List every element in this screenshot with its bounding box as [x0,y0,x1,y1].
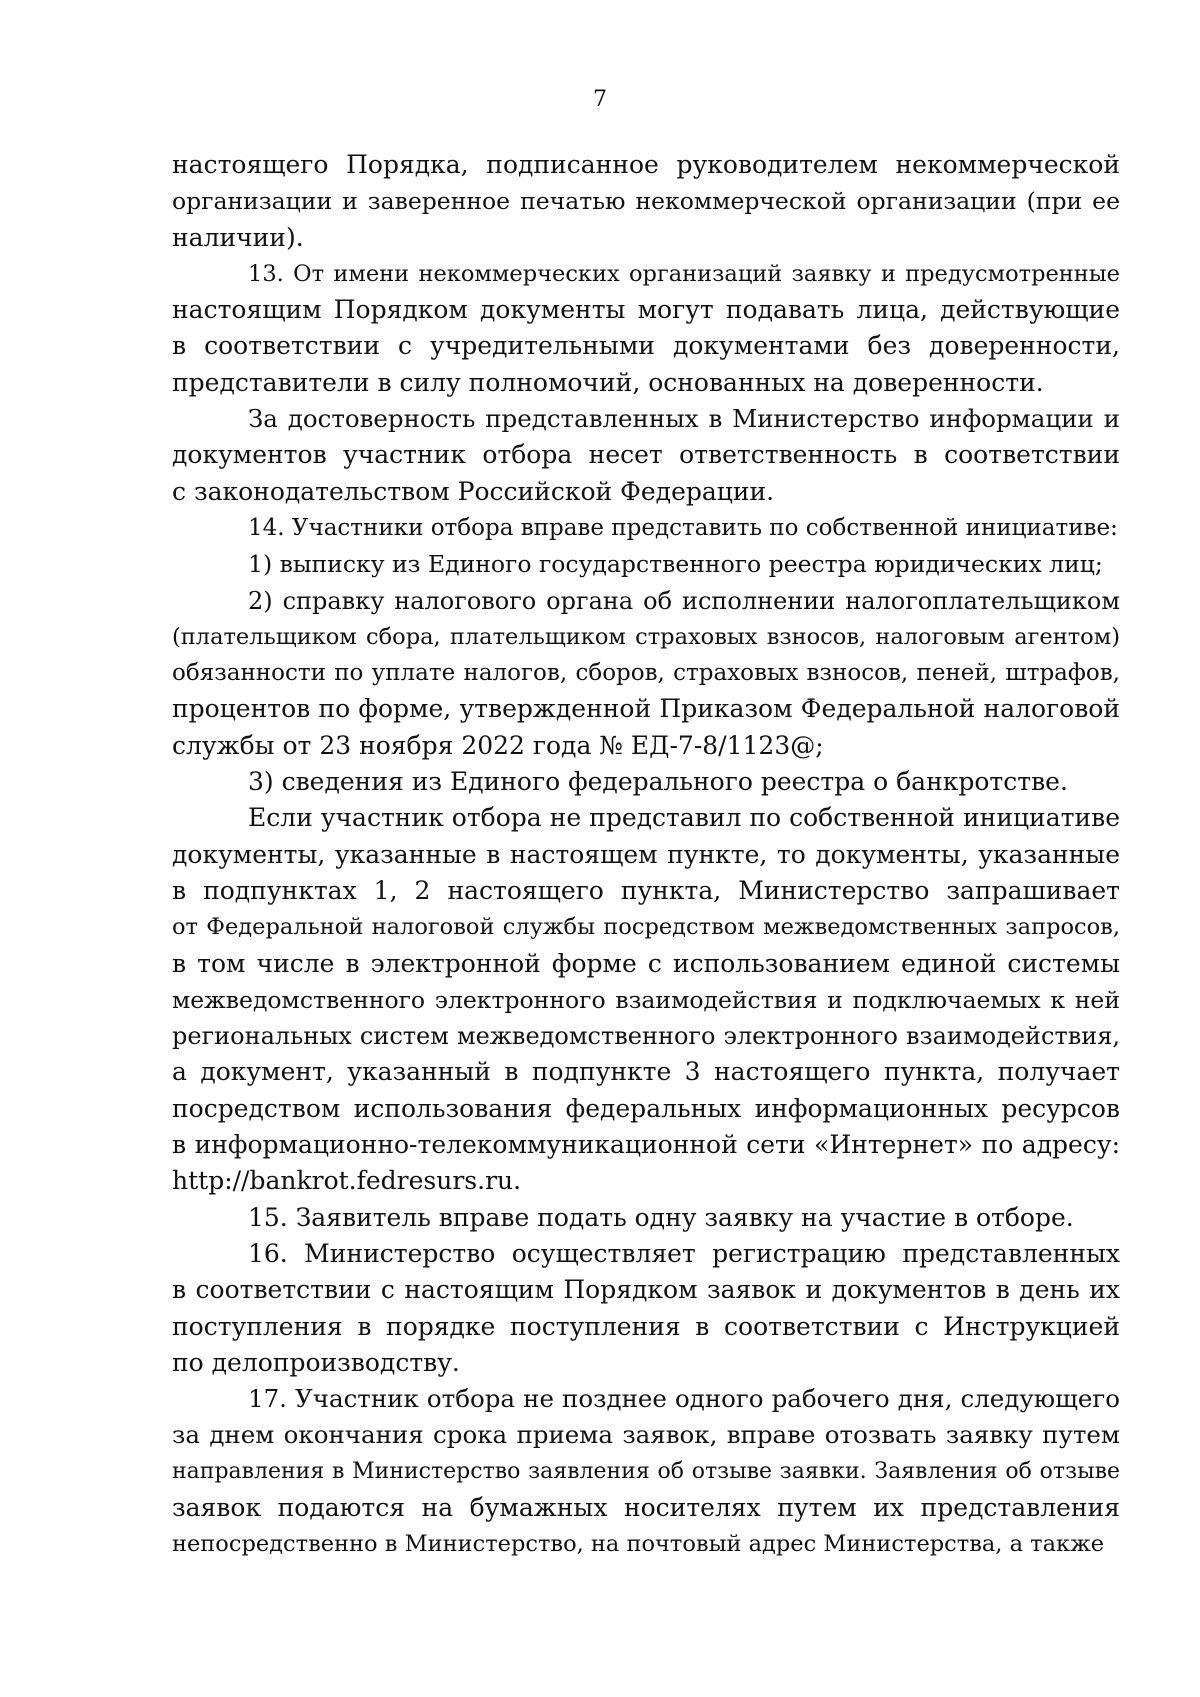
text-line: с законодательством Российской Федерации. [172,476,775,506]
paragraph [172,401,1120,510]
text-line: а документ, указанный в подпункте 3 настоящего пункта, получает [172,1057,1120,1087]
text-line: посредством использования федеральных информационных ресурсов [172,1093,1120,1123]
paragraph [172,800,1120,1199]
text-line: 15. Заявитель вправе подать одну заявку на участие в отборе. [248,1202,1074,1232]
text-line: 17. Участник отбора не позднее одного рабочего дня, следующего [248,1384,1120,1414]
text-line: непосредственно в Министерство, на почтовый адрес Министерства, а также [172,1531,1105,1558]
paragraph [172,1381,1120,1562]
paragraph [172,1236,1120,1381]
text-line: в подпунктах 1, 2 настоящего пункта, Министерство запрашивает [172,875,1120,905]
paragraph [172,764,1120,800]
paragraph [172,583,1120,764]
document-body [172,147,1120,1563]
text-line: службы от 23 ноября 2022 года № ЕД-7-8/1123@; [172,730,824,760]
text-line: 2) справку налогового органа об исполнении налогоплательщиком [248,586,1120,615]
text-line: в соответствии с настоящим Порядком заявок и документов в день их [172,1275,1120,1305]
text-line: представители в силу полномочий, основанных на доверенности. [172,367,1044,397]
text-line: документы, указанные в настоящем пункте, то документы, указанные [172,839,1120,869]
text-line: 14. Участники отбора вправе представить по собственной инициативе: [248,514,1118,541]
text-line: http://bankrot.fedresurs.ru. [172,1166,522,1196]
text-line: межведомственного электронного взаимодействия и подключаемых к ней [172,985,1120,1014]
text-line: в том числе в электронной форме с использованием единой системы [172,948,1120,978]
page-number: 7 [593,87,607,112]
text-line: документов участник отбора несет ответственность в соответствии [172,440,1120,470]
text-line: заявок подаются на бумажных носителях путем их представления [172,1492,1120,1522]
text-line: наличии). [172,222,304,252]
text-line: направления в Министерство заявления об отзыве заявки. Заявления об отзыве [172,1458,1120,1484]
text-line: настоящим Порядком документы могут подавать лица, действующие [172,295,1120,325]
text-line: процентов по форме, утвержденной Приказом Федеральной налоговой [172,694,1120,724]
text-line: 1) выписку из Единого государственного реестра юридических лиц; [248,550,1103,579]
paragraph [172,546,1120,582]
paragraph [172,147,1120,256]
text-line: обязанности по уплате налогов, сборов, страховых взносов, пеней, штрафов, [172,660,1120,687]
text-line: 16. Министерство осуществляет регистрацию представленных [248,1238,1120,1268]
text-line: Если участник отбора не представил по собственной инициативе [248,803,1120,833]
text-line: 3) сведения из Единого федерального реестра о банкротстве. [248,767,1068,797]
text-line: За достоверность представленных в Министерство информации и [248,404,1120,434]
text-line: поступления в порядке поступления в соответствии с Инструкцией [172,1311,1120,1341]
text-line: организации и заверенное печатью некоммерческой организации (при ее [172,187,1120,216]
text-line: в соответствии с учредительными документами без доверенности, [172,331,1120,361]
paragraph [172,1200,1120,1236]
text-line: по делопроизводству. [172,1347,460,1377]
text-line: 13. От имени некоммерческих организаций заявку и предусмотренные [248,260,1120,287]
text-line: (плательщиком сбора, плательщиком страховых взносов, налоговым агентом) [172,623,1120,650]
paragraph [172,510,1120,546]
text-line: настоящего Порядка, подписанное руководителем некоммерческой [172,150,1120,179]
text-line: в информационно-телекоммуникационной сети «Интернет» по адресу: [172,1130,1120,1160]
text-line: региональных систем межведомственного электронного взаимодействия, [172,1022,1120,1051]
text-line: за днем окончания срока приема заявок, вправе отозвать заявку путем [172,1420,1120,1450]
text-line: от Федеральной налоговой службы посредством межведомственных запросов, [172,914,1120,941]
paragraph [172,256,1120,401]
